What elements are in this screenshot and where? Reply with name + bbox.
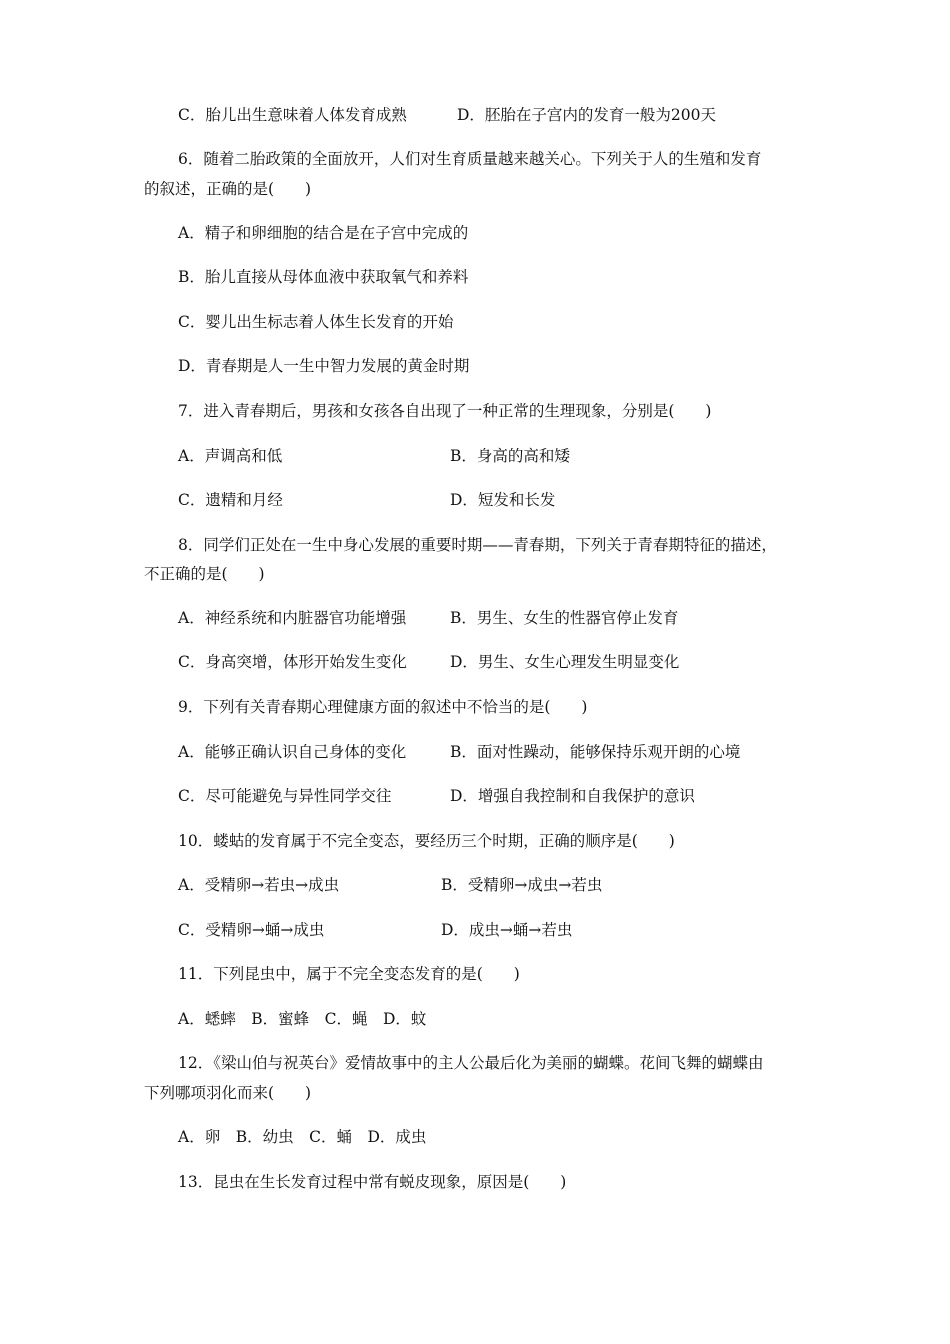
q11-options: A．蟋蟀 B．蜜蜂 C．蝇 D．蚊 (178, 1010, 427, 1028)
q8-stem-line1: 8．同学们正处在一生中身心发展的重要时期——青春期，下列关于青春期特征的描述， (178, 536, 777, 554)
q6-stem-line2: 的叙述，正确的是( ) (144, 180, 312, 198)
q6-stem-line1: 6．随着二胎政策的全面放开，人们对生育质量越来越关心。下列关于人的生殖和发育 (178, 150, 762, 168)
q7-option-c: C．遗精和月经 (178, 491, 283, 509)
q6-option-c: C．婴儿出生标志着人体生长发育的开始 (178, 313, 454, 331)
q7-option-b: B．身高的高和矮 (450, 447, 570, 465)
q10-stem: 10．蝼蛄的发育属于不完全变态，要经历三个时期，正确的顺序是( ) (178, 832, 675, 850)
q5-option-c: C．胎儿出生意味着人体发育成熟 (178, 106, 407, 124)
q8-option-b: B．男生、女生的性器官停止发育 (450, 609, 679, 627)
q9-stem: 9．下列有关青春期心理健康方面的叙述中不恰当的是( ) (178, 698, 588, 716)
q9-option-c: C．尽可能避免与异性同学交往 (178, 787, 392, 805)
q12-stem-line1: 12．《梁山伯与祝英台》爱情故事中的主人公最后化为美丽的蝴蝶。花间飞舞的蝴蝶由 (178, 1054, 764, 1072)
q10-option-a: A．受精卵→若虫→成虫 (178, 876, 340, 894)
q7-option-a: A．声调高和低 (178, 447, 283, 465)
q5-option-d: D．胚胎在子宫内的发育一般为200天 (457, 106, 717, 124)
q12-options: A．卵 B．幼虫 C．蛹 D．成虫 (178, 1128, 427, 1146)
q11-stem: 11．下列昆虫中，属于不完全变态发育的是( ) (178, 965, 520, 983)
q10-option-c: C．受精卵→蛹→成虫 (178, 921, 325, 939)
q6-option-a: A．精子和卵细胞的结合是在子宫中完成的 (178, 224, 469, 242)
q6-option-b: B．胎儿直接从母体血液中获取氧气和养料 (178, 268, 469, 286)
q8-option-a: A．神经系统和内脏器官功能增强 (178, 609, 407, 627)
q9-option-a: A．能够正确认识自己身体的变化 (178, 743, 407, 761)
q7-option-d: D．短发和长发 (450, 491, 556, 509)
q10-option-d: D．成虫→蛹→若虫 (441, 921, 573, 939)
q9-option-b: B．面对性躁动，能够保持乐观开朗的心境 (450, 743, 741, 761)
q13-stem: 13．昆虫在生长发育过程中常有蜕皮现象，原因是( ) (178, 1173, 567, 1191)
q8-option-d: D．男生、女生心理发生明显变化 (450, 653, 680, 671)
q10-option-b: B．受精卵→成虫→若虫 (441, 876, 603, 894)
q9-option-d: D．增强自我控制和自我保护的意识 (450, 787, 695, 805)
q8-option-c: C．身高突增，体形开始发生变化 (178, 653, 407, 671)
q12-stem-line2: 下列哪项羽化而来( ) (144, 1084, 312, 1102)
q6-option-d: D．青春期是人一生中智力发展的黄金时期 (178, 357, 470, 375)
q8-stem-line2: 不正确的是( ) (144, 565, 265, 583)
q7-stem: 7．进入青春期后，男孩和女孩各自出现了一种正常的生理现象，分别是( ) (178, 402, 712, 420)
